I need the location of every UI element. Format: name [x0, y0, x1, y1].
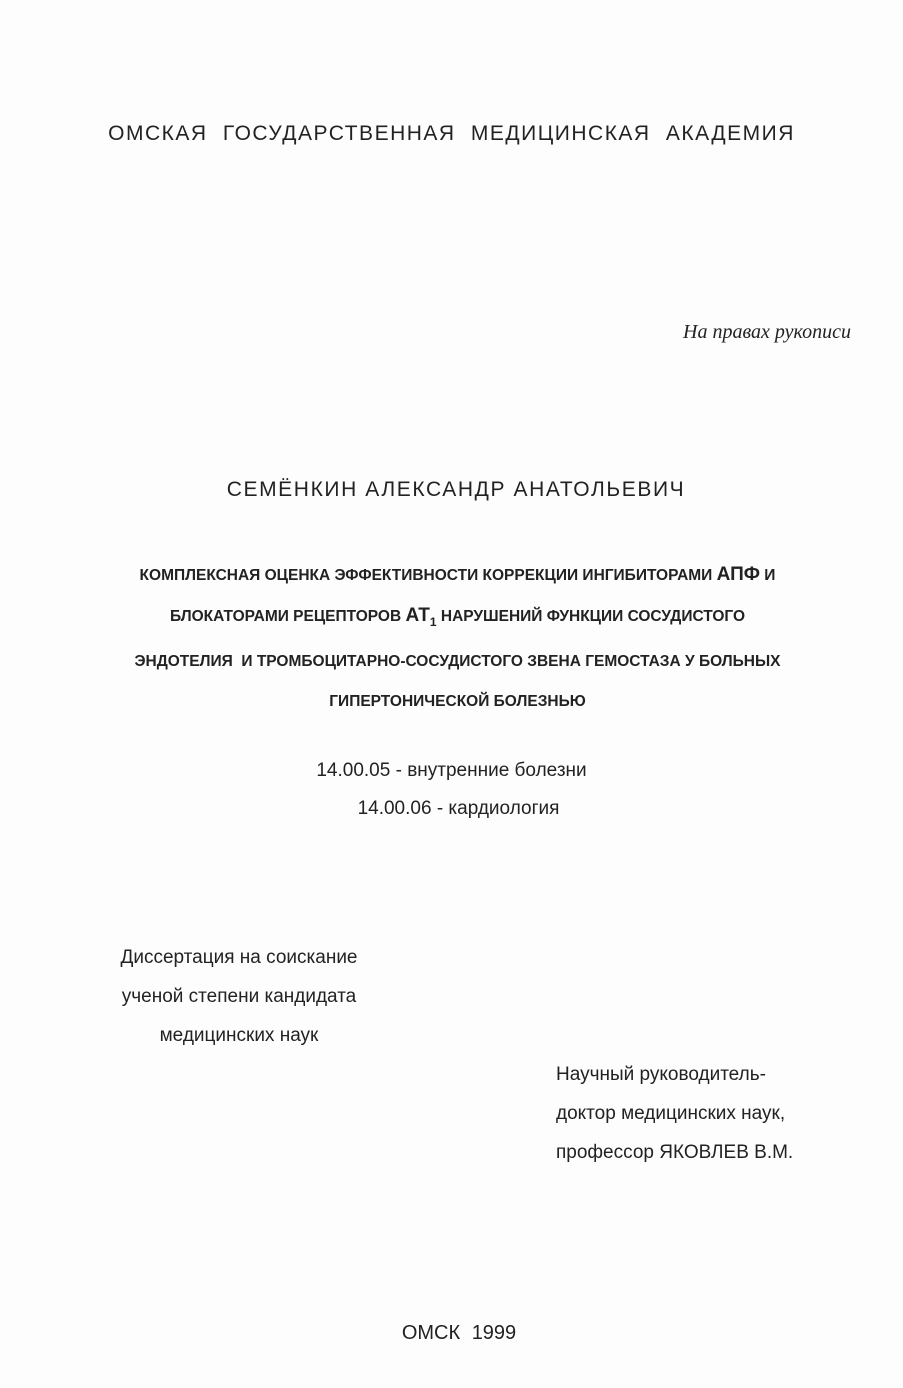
title-abbreviation-at [405, 605, 437, 629]
title-line-1-end: И [759, 567, 776, 584]
specialty-code-1: 14.00.05 - внутренние болезни [316, 760, 587, 781]
title-line-3: ЭНДОТЕЛИЯ И ТРОМБОЦИТАРНО-СОСУДИСТОГО ЗВЕНА ГЕМОСТАЗА У БОЛЬНЫХ [134, 652, 781, 670]
place-and-year [0, 1322, 903, 1345]
title-line-2 [60, 596, 855, 642]
author-name: СЕМЁНКИН АЛЕКСАНДР АНАТОЛЬЕВИЧ [226, 478, 686, 501]
title-line-1-text: КОМПЛЕКСНАЯ ОЦЕНКА ЭФФЕКТИВНОСТИ КОРРЕКЦИИ ИНГИБИТОРАМИ [139, 567, 717, 584]
dissertation-line-3: медицинских наук [159, 1025, 319, 1046]
scientific-supervisor [556, 1055, 876, 1172]
year: 1999 [471, 1322, 517, 1344]
manuscript-note: На правах рукописи [683, 321, 851, 343]
title-line-1 [60, 555, 855, 596]
institution-name: ОМСКАЯ ГОСУДАРСТВЕННАЯ МЕДИЦИНСКАЯ АКАДЕМИЯ [108, 122, 795, 145]
specialty-code-2: 14.00.06 - кардиология [357, 798, 560, 819]
dissertation-title [60, 555, 855, 722]
title-at-subscript: 1 [429, 614, 437, 629]
title-line-2-text: БЛОКАТОРАМИ РЕЦЕПТОРОВ [169, 608, 406, 625]
supervisor-line-1: Научный руководитель- [556, 1064, 766, 1085]
title-line-2-end: НАРУШЕНИЙ ФУНКЦИИ СОСУДИСТОГО [436, 608, 746, 625]
supervisor-line-3: профессор ЯКОВЛЕВ В.М. [556, 1142, 794, 1163]
dissertation-statement [94, 938, 384, 1055]
dissertation-line-1: Диссертация на соискание [120, 947, 358, 968]
dissertation-line-2: ученой степени кандидата [121, 986, 357, 1007]
title-abbreviation-apf: АПФ [716, 564, 760, 585]
title-at-text: АТ [405, 605, 430, 626]
title-line-4: ГИПЕРТОНИЧЕСКОЙ БОЛЕЗНЬЮ [329, 692, 586, 710]
supervisor-line-2: доктор медицинских наук, [556, 1103, 786, 1124]
specialty-codes [0, 752, 903, 828]
city: ОМСК [401, 1322, 461, 1344]
